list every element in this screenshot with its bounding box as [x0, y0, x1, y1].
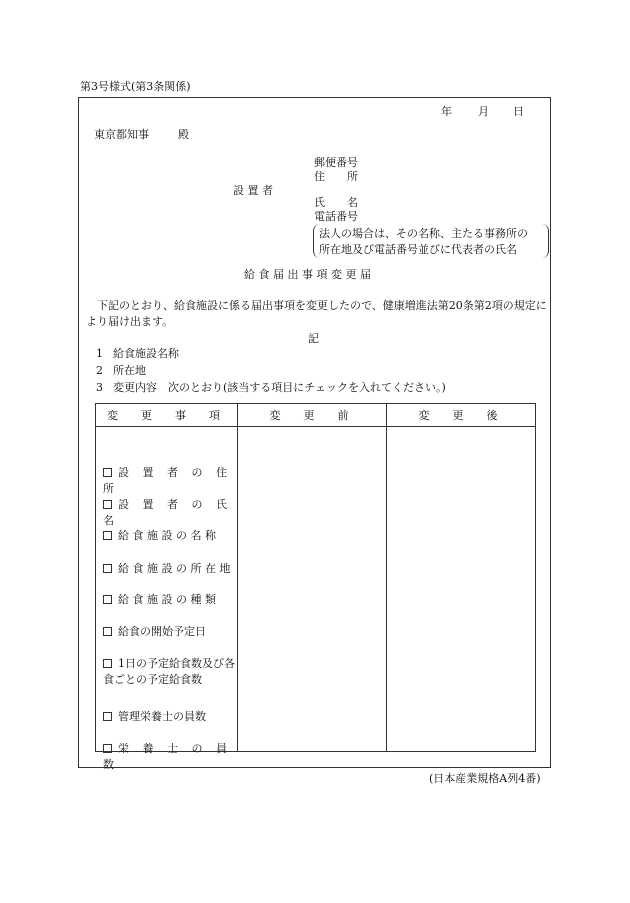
change-item[interactable]: 管理栄養士の員数 [103, 709, 235, 725]
checkbox[interactable] [103, 659, 112, 668]
list-num-3: 3 [96, 381, 103, 394]
list-text-1: 給食施設名称 [113, 347, 179, 360]
form-number: 第3号様式(第3条関係) [80, 80, 191, 93]
list-num-1: 1 [96, 347, 103, 360]
checkbox[interactable] [103, 627, 112, 636]
list-text-3: 変更内容 次のとおり(該当する項目にチェックを入れてください。) [113, 381, 446, 394]
date-year: 年 [441, 105, 452, 118]
applicant-role: 設 置 者 [233, 184, 273, 197]
honorific: 殿 [178, 128, 189, 141]
change-item[interactable]: 設 置 者 の 氏 名 [103, 498, 232, 527]
change-item[interactable]: 給 食 施 設 の 名 称 [103, 528, 235, 544]
address-label: 住 所 [314, 170, 358, 183]
body-paragraph: 下記のとおり、給食施設に係る届出事項を変更したので、健康増進法第20条第2項の規定により届け出ます。 [86, 299, 547, 328]
change-item[interactable]: 給 食 施 設 の 所 在 地 [103, 561, 235, 577]
header-after: 変 更 後 [387, 404, 536, 427]
change-item[interactable]: 1日の予定給食数及び各食ごとの予定給食数 [103, 657, 235, 686]
checkbox[interactable] [103, 744, 112, 753]
checkbox[interactable] [103, 712, 112, 721]
ki-label: 記 [308, 332, 319, 345]
change-item[interactable]: 給食の開始予定日 [103, 624, 235, 640]
addressee: 東京都知事 [94, 128, 149, 141]
header-before: 変 更 前 [238, 404, 387, 427]
header-change-item: 変 更 事 項 [96, 404, 238, 427]
corporate-note-line1: 法人の場合は、その名称、主たる事務所の [319, 227, 528, 240]
checkbox[interactable] [103, 531, 112, 540]
change-table [95, 403, 536, 771]
phone-label: 電話番号 [314, 210, 358, 223]
paper-size-note: (日本産業規格A列4番) [429, 772, 541, 785]
date-day: 日 [513, 105, 524, 118]
after-column[interactable] [387, 427, 536, 752]
change-item[interactable]: 栄 養 士 の 員 数 [103, 742, 232, 771]
change-item[interactable]: 給 食 施 設 の 種 類 [103, 592, 235, 608]
list-text-2: 所在地 [113, 364, 146, 377]
corporate-note-line2: 所在地及び電話番号並びに代表者の氏名 [319, 243, 517, 256]
checkbox[interactable] [103, 564, 112, 573]
date-month: 月 [478, 105, 489, 118]
postal-code-label: 郵便番号 [314, 156, 358, 169]
form-title: 給 食 届 出 事 項 変 更 届 [244, 268, 371, 281]
before-column[interactable] [238, 427, 387, 752]
change-items-column [96, 427, 238, 771]
list-num-2: 2 [96, 364, 103, 377]
checkbox[interactable] [103, 595, 112, 604]
change-item[interactable]: 設 置 者 の 住 所 [103, 466, 232, 495]
name-label: 氏 名 [314, 196, 358, 209]
checkbox[interactable] [103, 468, 112, 477]
checkbox[interactable] [103, 500, 112, 509]
